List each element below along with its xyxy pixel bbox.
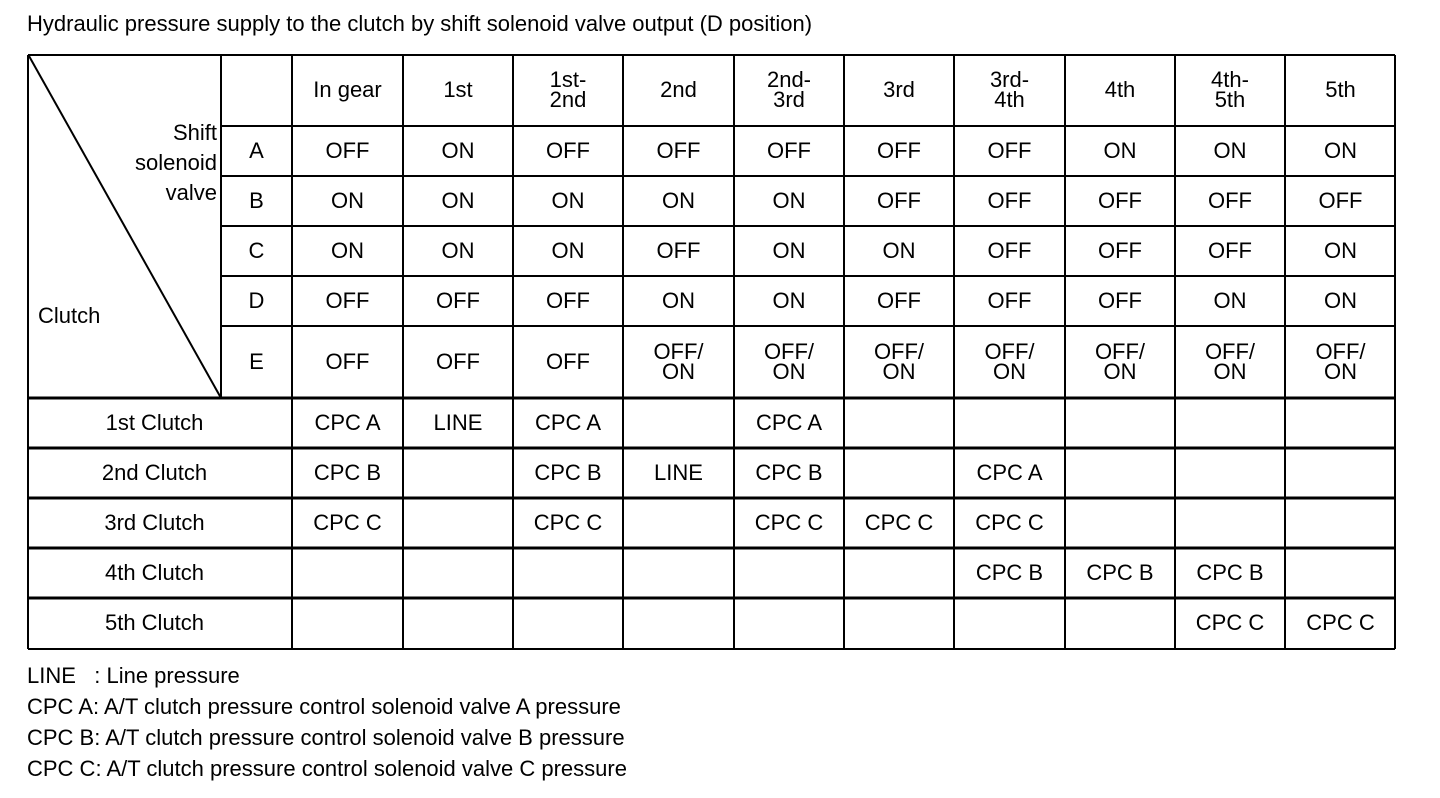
- clutch-pressure-cell: [403, 448, 513, 498]
- clutch-pressure-cell: [1285, 498, 1396, 548]
- clutch-pressure-cell: [844, 398, 954, 448]
- clutch-pressure-cell: [1175, 448, 1285, 498]
- column-header: In gear: [313, 77, 382, 102]
- clutch-pressure-cell: LINE: [433, 410, 483, 435]
- legend-key: CPC A: [27, 694, 94, 719]
- clutch-pressure-cell: CPC C: [864, 510, 934, 535]
- clutch-pressure-cell: CPC C: [1195, 610, 1265, 635]
- solenoid-state-cell: ON: [441, 188, 475, 213]
- clutch-row-label: 1st Clutch: [105, 410, 204, 435]
- clutch-pressure-cell: [513, 548, 623, 598]
- clutch-pressure-cell: [844, 448, 954, 498]
- solenoid-state-cell: OFF: [877, 288, 921, 313]
- clutch-pressure-cell: [1065, 498, 1175, 548]
- clutch-pressure-cell: [623, 598, 734, 648]
- clutch-pressure-cell: CPC C: [533, 510, 603, 535]
- solenoid-state-cell: OFF: [546, 288, 590, 313]
- solenoid-state-cell: ON: [441, 238, 475, 263]
- column-header: 2nd: [660, 77, 697, 102]
- solenoid-row-label: A: [249, 138, 264, 163]
- clutch-pressure-cell: CPC B: [534, 460, 602, 485]
- clutch-pressure-cell: CPC C: [1306, 610, 1375, 635]
- grid-line: [29, 56, 221, 398]
- clutch-row-label: 5th Clutch: [104, 610, 205, 635]
- solenoid-state-cell: OFF: [1098, 288, 1142, 313]
- clutch-pressure-cell: [954, 398, 1065, 448]
- clutch-row-label: 3rd Clutch: [104, 510, 205, 535]
- solenoid-state-cell: OFF: [1098, 238, 1142, 263]
- solenoid-state-cell: ON: [1324, 288, 1357, 313]
- clutch-pressure-cell: CPC C: [754, 510, 824, 535]
- solenoid-state-cell: OFF/ ON: [1094, 339, 1146, 384]
- clutch-pressure-cell: CPC C: [313, 510, 382, 535]
- column-header: 1st- 2nd: [549, 67, 587, 112]
- clutch-pressure-cell: [292, 548, 403, 598]
- solenoid-state-cell: OFF: [987, 138, 1032, 163]
- solenoid-state-cell: ON: [882, 238, 916, 263]
- clutch-pressure-cell: [1065, 398, 1175, 448]
- clutch-pressure-cell: CPC B: [975, 560, 1044, 585]
- solenoid-state-cell: OFF: [546, 138, 590, 163]
- legend-key: LINE: [27, 663, 95, 688]
- solenoid-state-cell: OFF/ ON: [653, 339, 704, 384]
- clutch-pressure-cell: [734, 598, 844, 648]
- column-header: 3rd: [883, 77, 915, 102]
- solenoid-state-cell: OFF/ ON: [1315, 339, 1366, 384]
- clutch-pressure-cell: CPC A: [976, 460, 1043, 485]
- solenoid-state-cell: OFF: [1208, 188, 1252, 213]
- clutch-pressure-cell: [1175, 398, 1285, 448]
- solenoid-state-cell: ON: [441, 138, 475, 163]
- solenoid-state-cell: ON: [772, 188, 806, 213]
- legend-text: : A/T clutch pressure control solenoid valve C pressure: [95, 756, 627, 781]
- column-header: 3rd- 4th: [989, 67, 1030, 112]
- solenoid-state-cell: OFF: [1098, 188, 1142, 213]
- legend: [27, 660, 627, 784]
- clutch-pressure-cell: [1285, 398, 1396, 448]
- solenoid-state-cell: OFF: [546, 349, 590, 374]
- solenoid-state-cell: OFF/ ON: [763, 339, 815, 384]
- solenoid-state-cell: OFF: [436, 288, 480, 313]
- clutch-pressure-cell: [403, 498, 513, 548]
- solenoid-row-label: B: [249, 188, 264, 213]
- solenoid-state-cell: ON: [551, 188, 585, 213]
- solenoid-row-label: D: [248, 288, 265, 313]
- clutch-pressure-cell: CPC B: [1086, 560, 1154, 585]
- clutch-pressure-cell: CPC B: [1196, 560, 1264, 585]
- column-header: 5th: [1325, 77, 1356, 102]
- solenoid-state-cell: OFF: [325, 138, 370, 163]
- solenoid-state-cell: ON: [772, 288, 806, 313]
- clutch-pressure-cell: CPC B: [313, 460, 382, 485]
- clutch-pressure-cell: LINE: [654, 460, 703, 485]
- solenoid-state-cell: OFF: [987, 238, 1032, 263]
- solenoid-state-cell: ON: [662, 288, 695, 313]
- legend-text: : A/T clutch pressure control solenoid valve A pressure: [93, 694, 621, 719]
- solenoid-state-cell: OFF: [325, 288, 370, 313]
- solenoid-state-cell: OFF: [1208, 238, 1252, 263]
- clutch-pressure-cell: [623, 398, 734, 448]
- solenoid-state-cell: OFF: [656, 238, 701, 263]
- clutch-pressure-cell: CPC C: [975, 510, 1044, 535]
- solenoid-state-cell: ON: [331, 188, 364, 213]
- legend-key: CPC C: [27, 756, 96, 781]
- legend-key: CPC B: [27, 725, 95, 750]
- solenoid-state-cell: ON: [1324, 138, 1357, 163]
- solenoid-state-cell: ON: [1324, 238, 1357, 263]
- solenoid-state-cell: ON: [1213, 288, 1247, 313]
- clutch-pressure-cell: [623, 548, 734, 598]
- solenoid-state-cell: OFF/ ON: [984, 339, 1035, 384]
- clutch-pressure-cell: [1285, 548, 1396, 598]
- clutch-pressure-cell: CPC A: [534, 410, 602, 435]
- solenoid-state-cell: OFF: [767, 138, 811, 163]
- solenoid-state-cell: OFF/ ON: [1204, 339, 1256, 384]
- solenoid-state-cell: OFF: [987, 288, 1032, 313]
- corner-label-shift-solenoid-valve: Shift solenoid valve: [135, 120, 217, 205]
- clutch-pressure-cell: CPC B: [755, 460, 823, 485]
- solenoid-state-cell: OFF: [877, 138, 921, 163]
- column-header: 4th- 5th: [1211, 67, 1249, 112]
- solenoid-state-cell: OFF/ ON: [873, 339, 925, 384]
- solenoid-row-label: E: [249, 349, 264, 374]
- clutch-pressure-cell: [1065, 598, 1175, 648]
- column-header: 2nd- 3rd: [766, 67, 812, 112]
- clutch-pressure-cell: [844, 548, 954, 598]
- clutch-row-label: 2nd Clutch: [101, 460, 208, 485]
- clutch-pressure-cell: [1175, 498, 1285, 548]
- solenoid-state-cell: ON: [662, 188, 695, 213]
- solenoid-clutch-table: [27, 54, 1396, 650]
- solenoid-state-cell: OFF: [325, 349, 370, 374]
- column-header: 4th: [1104, 77, 1136, 102]
- solenoid-state-cell: ON: [1103, 138, 1137, 163]
- clutch-pressure-cell: [734, 548, 844, 598]
- clutch-pressure-cell: [403, 598, 513, 648]
- clutch-pressure-cell: [403, 548, 513, 598]
- solenoid-state-cell: OFF: [436, 349, 480, 374]
- legend-item-cpc-b: [27, 722, 627, 753]
- solenoid-state-cell: OFF: [877, 188, 921, 213]
- legend-text: : Line pressure: [94, 663, 240, 688]
- solenoid-state-cell: ON: [1213, 138, 1247, 163]
- clutch-pressure-cell: [1285, 448, 1396, 498]
- clutch-pressure-cell: [844, 598, 954, 648]
- clutch-pressure-cell: [513, 598, 623, 648]
- clutch-pressure-cell: [292, 598, 403, 648]
- solenoid-state-cell: ON: [551, 238, 585, 263]
- legend-item-cpc-c: [27, 753, 627, 784]
- solenoid-state-cell: OFF: [656, 138, 701, 163]
- solenoid-state-cell: ON: [772, 238, 806, 263]
- clutch-pressure-cell: [1065, 448, 1175, 498]
- clutch-pressure-cell: CPC A: [755, 410, 823, 435]
- solenoid-row-label: C: [248, 238, 265, 263]
- column-header: 1st: [443, 77, 473, 102]
- clutch-row-label: 4th Clutch: [104, 560, 205, 585]
- corner-label-clutch: Clutch: [38, 303, 101, 328]
- page-title: Hydraulic pressure supply to the clutch by shift solenoid valve output (D position): [27, 11, 813, 36]
- solenoid-state-cell: ON: [331, 238, 364, 263]
- legend-item-cpc-a: [27, 691, 627, 722]
- legend-item-line: [27, 660, 627, 691]
- clutch-pressure-cell: [954, 598, 1065, 648]
- clutch-pressure-cell: [623, 498, 734, 548]
- legend-text: : A/T clutch pressure control solenoid valve B pressure: [94, 725, 625, 750]
- solenoid-state-cell: OFF: [987, 188, 1032, 213]
- solenoid-state-cell: OFF: [1318, 188, 1363, 213]
- clutch-pressure-cell: CPC A: [314, 410, 381, 435]
